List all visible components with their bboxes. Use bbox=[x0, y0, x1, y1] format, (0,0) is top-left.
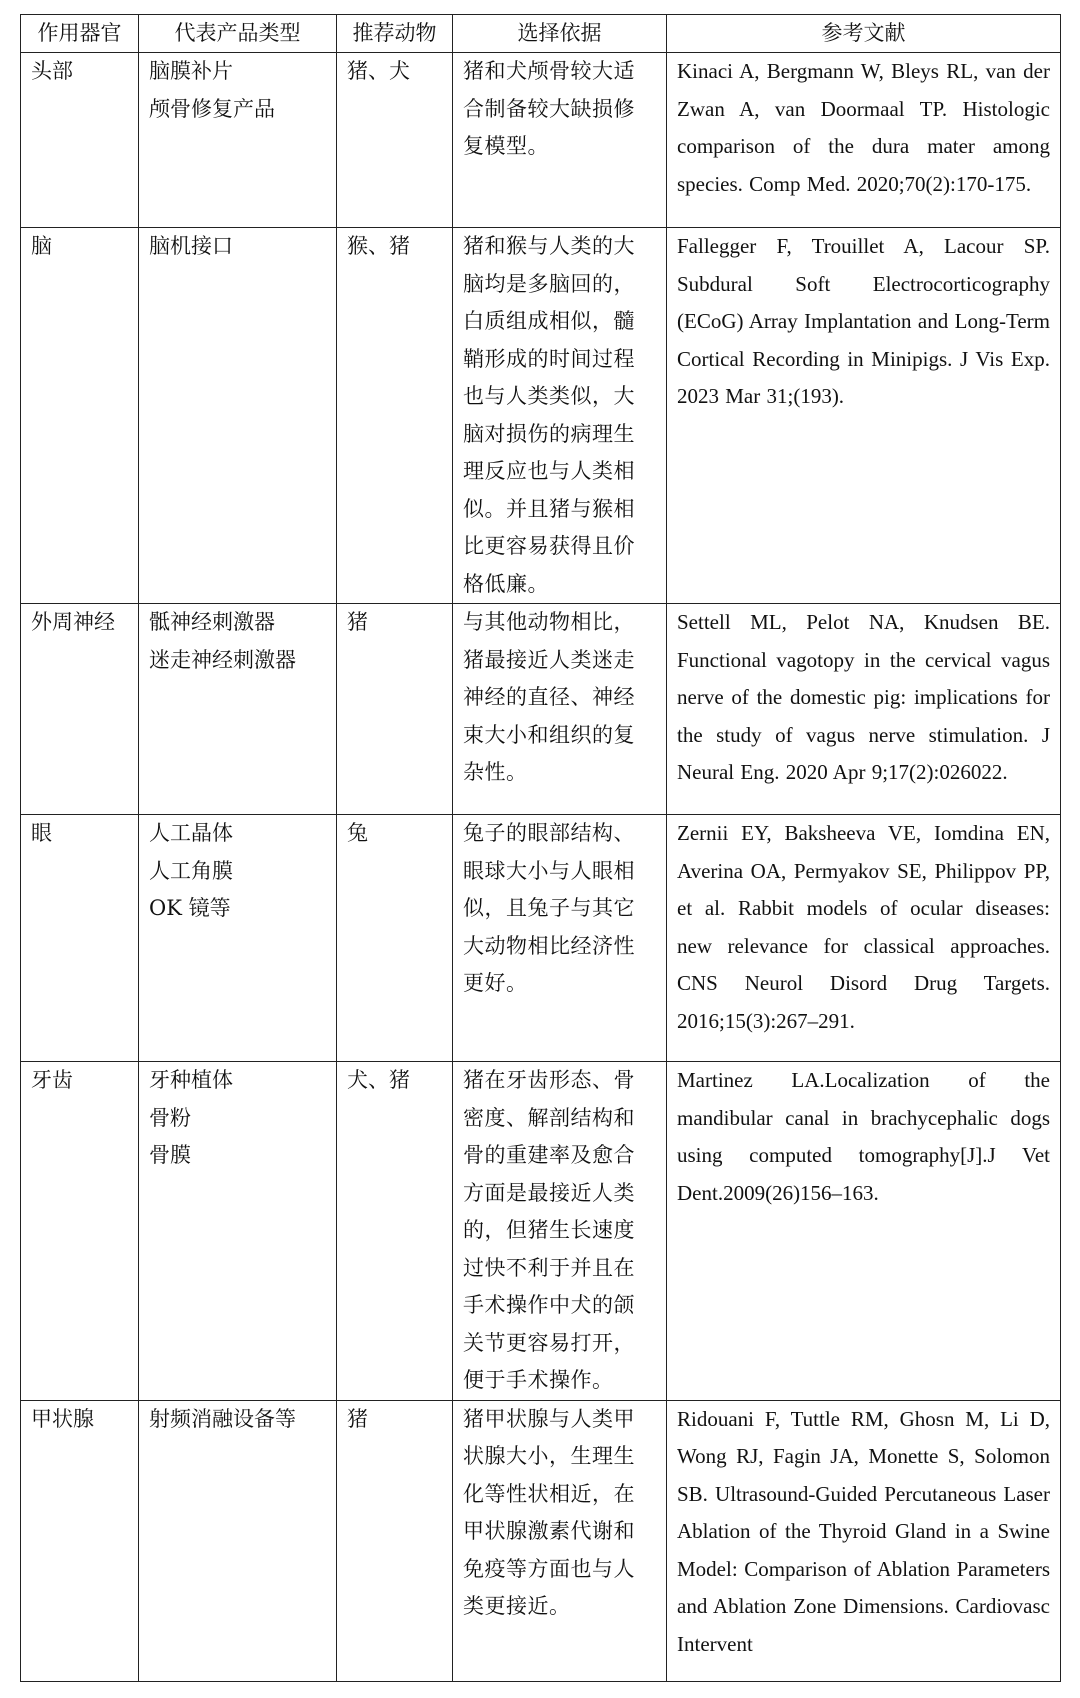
product-item: 骨膜 bbox=[149, 1143, 191, 1167]
animal-cell: 兔 bbox=[337, 815, 453, 1062]
organ-cell: 头部 bbox=[21, 53, 139, 228]
header-product-type: 代表产品类型 bbox=[139, 15, 337, 53]
reference-cell: Kinaci A, Bergmann W, Bleys RL, van der Zwan A, van Doormaal TP. Histologic comparison of the dura mater among species. Comp Med. 2020;70(2):170-175. bbox=[667, 53, 1061, 228]
reference-cell: Ridouani F, Tuttle RM, Ghosn M, Li D, Wong RJ, Fagin JA, Monette S, Solomon SB. Ultrasound-Guided Percutaneous Laser Ablation of the Thyroid Gland in a Swine Model: Comparison of Ablation Parameters and Ablation Zone Dimensions. Cardiovasc Intervent bbox=[667, 1400, 1061, 1681]
product-cell bbox=[139, 53, 337, 228]
rationale-cell: 猪和猴与人类的大脑均是多脑回的，白质组成相似，髓鞘形成的时间过程也与人类类似，大脑对损伤的病理生理反应也与人类相似。并且猪与猴相比更容易获得且价格低廉。 bbox=[453, 228, 667, 604]
table-header-row bbox=[21, 15, 1061, 53]
animal-cell: 犬、猪 bbox=[337, 1062, 453, 1401]
rationale-cell: 猪和犬颅骨较大适合制备较大缺损修复模型。 bbox=[453, 53, 667, 228]
header-animal: 推荐动物 bbox=[337, 15, 453, 53]
product-item: 牙种植体 bbox=[149, 1068, 233, 1092]
product-item: 颅骨修复产品 bbox=[149, 96, 275, 121]
product-cell bbox=[139, 815, 337, 1062]
product-item: 人工角膜 bbox=[149, 858, 233, 883]
table-row bbox=[21, 53, 1061, 228]
product-item: 脑膜补片 bbox=[149, 59, 233, 83]
product-cell bbox=[139, 228, 337, 604]
product-item: 人工晶体 bbox=[149, 821, 233, 845]
product-item: 射频消融设备等 bbox=[149, 1406, 296, 1431]
animal-cell: 猪 bbox=[337, 604, 453, 815]
header-organ: 作用器官 bbox=[21, 15, 139, 53]
header-rationale: 选择依据 bbox=[453, 15, 667, 53]
rationale-cell: 猪在牙齿形态、骨密度、解剖结构和骨的重建率及愈合方面是最接近人类的，但猪生长速度过快不利于并且在手术操作中犬的颌关节更容易打开，便于手术操作。 bbox=[453, 1062, 667, 1401]
table-row bbox=[21, 815, 1061, 1062]
product-item: 骨粉 bbox=[149, 1105, 191, 1130]
table-row bbox=[21, 1062, 1061, 1401]
reference-cell: Martinez LA.Localization of the mandibular canal in brachycephalic dogs using computed tomography[J].J Vet Dent.2009(26)156–163. bbox=[667, 1062, 1061, 1401]
product-item: 骶神经刺激器 bbox=[149, 610, 275, 634]
reference-table bbox=[20, 14, 1061, 1682]
table-row bbox=[21, 1400, 1061, 1681]
product-cell bbox=[139, 1062, 337, 1401]
product-cell bbox=[139, 1400, 337, 1681]
animal-cell: 猪、犬 bbox=[337, 53, 453, 228]
header-reference: 参考文献 bbox=[667, 15, 1061, 53]
table-row bbox=[21, 228, 1061, 604]
organ-cell: 牙齿 bbox=[21, 1062, 139, 1401]
rationale-cell: 兔子的眼部结构、眼球大小与人眼相似，且兔子与其它大动物相比经济性更好。 bbox=[453, 815, 667, 1062]
product-item: 脑机接口 bbox=[149, 234, 233, 258]
reference-cell: Settell ML, Pelot NA, Knudsen BE. Functional vagotopy in the cervical vagus nerve of the domestic pig: implications for the study of vagus nerve stimulation. J Neural Eng. 2020 Apr 9;17(2):026022. bbox=[667, 604, 1061, 815]
organ-cell: 甲状腺 bbox=[21, 1400, 139, 1681]
animal-cell: 猪 bbox=[337, 1400, 453, 1681]
product-cell bbox=[139, 604, 337, 815]
product-item: 迷走神经刺激器 bbox=[149, 647, 296, 672]
organ-cell: 外周神经 bbox=[21, 604, 139, 815]
reference-cell: Fallegger F, Trouillet A, Lacour SP. Subdural Soft Electrocorticography (ECoG) Array Implantation and Long-Term Cortical Recording in Minipigs. J Vis Exp. 2023 Mar 31;(193). bbox=[667, 228, 1061, 604]
organ-cell: 脑 bbox=[21, 228, 139, 604]
reference-cell: Zernii EY, Baksheeva VE, Iomdina EN, Averina OA, Permyakov SE, Philippov PP, et al. Rabbit models of ocular diseases: new relevance for classical approaches. CNS Neurol Disord Drug Targets. 2016;15(3):267–291. bbox=[667, 815, 1061, 1062]
rationale-cell: 猪甲状腺与人类甲状腺大小，生理生化等性状相近，在甲状腺激素代谢和免疫等方面也与人类更接近。 bbox=[453, 1400, 667, 1681]
table-row bbox=[21, 604, 1061, 815]
rationale-cell: 与其他动物相比，猪最接近人类迷走神经的直径、神经束大小和组织的复杂性。 bbox=[453, 604, 667, 815]
animal-cell: 猴、猪 bbox=[337, 228, 453, 604]
product-item: OK 镜等 bbox=[149, 896, 231, 920]
organ-cell: 眼 bbox=[21, 815, 139, 1062]
